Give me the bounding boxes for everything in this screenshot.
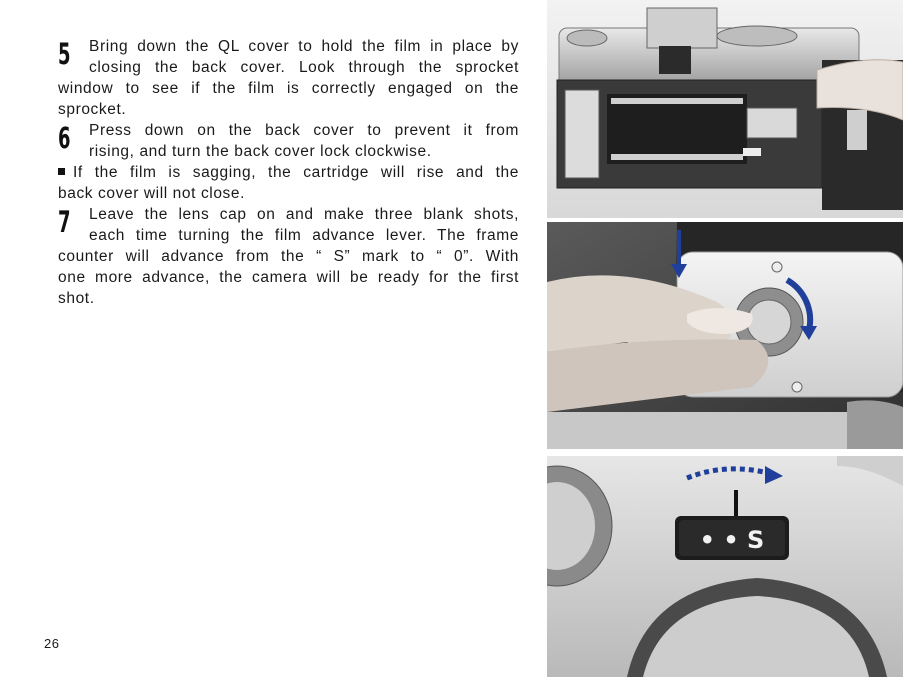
step-line: counter will advance from the “ S” mark to “ 0”. With (58, 248, 519, 265)
photo-back-cover-lock (547, 222, 903, 449)
step-line: rising, and turn the back cover lock clockwise. (89, 143, 432, 160)
step-line: sprocket. (58, 101, 127, 118)
step-number: 5 (58, 37, 71, 71)
note-line: If the film is sagging, the cartridge will rise and the (58, 162, 519, 183)
step-line: Press down on the back cover to prevent it from (89, 122, 519, 139)
step-line: shot. (58, 290, 95, 307)
counter-window-label: • • S (699, 526, 765, 554)
step-line: each time turning the film advance lever. The frame (89, 227, 519, 244)
page-number: 26 (44, 636, 60, 651)
step-5 (58, 36, 519, 120)
step-6 (58, 120, 519, 162)
note-film-sagging (58, 162, 519, 204)
step-line: window to see if the film is correctly engaged on the (58, 80, 519, 97)
step-line: closing the back cover. Look through the sprocket (89, 59, 519, 76)
step-number: 7 (58, 205, 71, 239)
photo-frame-counter (547, 456, 903, 677)
step-line: Bring down the QL cover to hold the film in place by (89, 38, 519, 55)
note-line: back cover will not close. (58, 185, 246, 202)
instruction-text (58, 36, 519, 309)
photo-camera-back-open (547, 0, 903, 218)
step-number: 6 (58, 121, 71, 155)
step-7 (58, 204, 519, 309)
step-line: Leave the lens cap on and make three blank shots, (89, 206, 519, 223)
step-line: one more advance, the camera will be ready for the first (58, 269, 519, 286)
square-bullet-icon (58, 168, 65, 175)
